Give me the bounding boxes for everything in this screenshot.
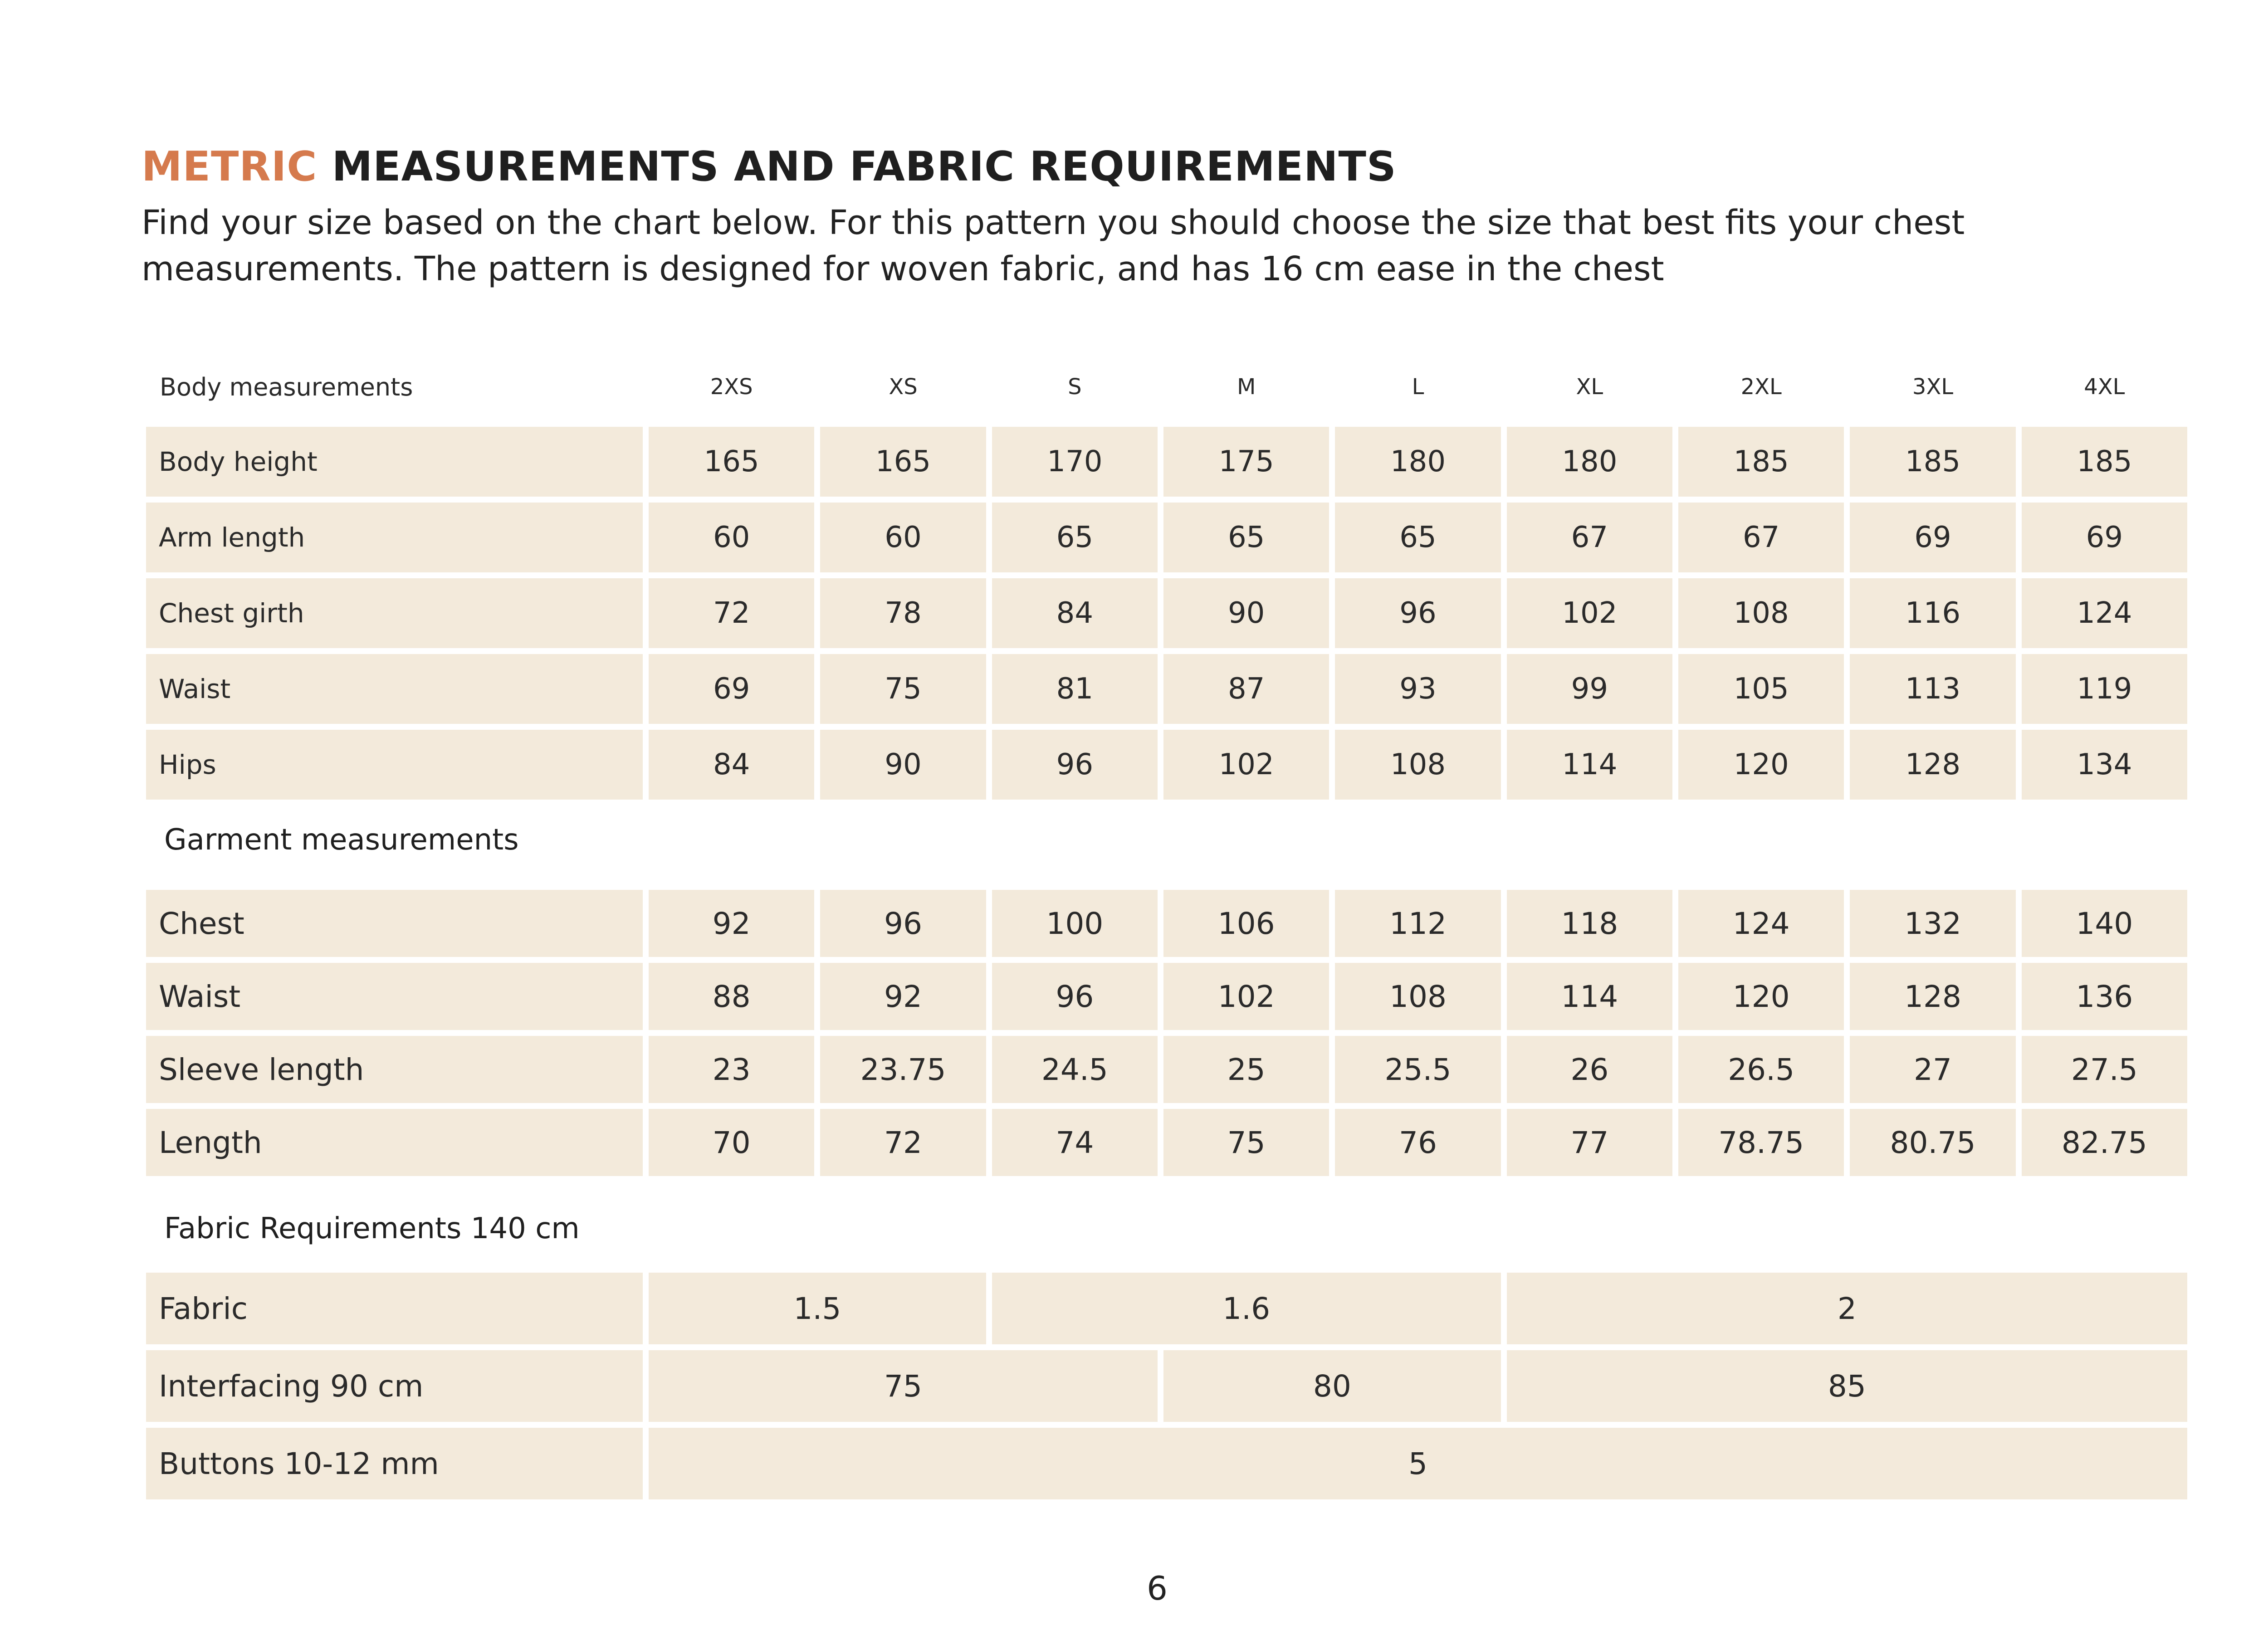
row-label: Fabric [146, 1273, 643, 1344]
table-cell: 165 [649, 427, 814, 497]
table-cell: 69 [1850, 503, 2015, 572]
table-cell: 90 [820, 730, 986, 800]
fabric-requirements-heading: Fabric Requirements 140 cm [164, 1212, 580, 1245]
table-cell: 65 [1335, 503, 1501, 572]
table-cell: 113 [1850, 654, 2015, 724]
size-header: XL [1576, 374, 1603, 400]
table-cell: 65 [992, 503, 1158, 572]
merged-cell: 5 [649, 1428, 2187, 1499]
table-cell: 120 [1678, 963, 1844, 1030]
row-label: Waist [146, 963, 643, 1030]
row-label: Length [146, 1109, 643, 1176]
page-number: 6 [1147, 1569, 1168, 1607]
table-cell: 116 [1850, 578, 2015, 648]
title-rest: MEASUREMENTS AND FABRIC REQUIREMENTS [317, 143, 1397, 190]
row-label: Interfacing 90 cm [146, 1350, 643, 1422]
body-measurements-table [146, 353, 2187, 800]
table-cell: 77 [1507, 1109, 1672, 1176]
table-cell: 60 [649, 503, 814, 572]
table-cell: 72 [820, 1109, 986, 1176]
table-cell: 82.75 [2022, 1109, 2187, 1176]
merged-cell: 1.5 [649, 1273, 986, 1344]
table-cell: 102 [1507, 578, 1672, 648]
table-cell: 136 [2022, 963, 2187, 1030]
table-cell: 105 [1678, 654, 1844, 724]
table-cell: 134 [2022, 730, 2187, 800]
table-cell: 60 [820, 503, 986, 572]
table-cell: 175 [1163, 427, 1329, 497]
size-header: M [1237, 374, 1256, 400]
size-header: S [1068, 374, 1082, 400]
table-cell: 84 [992, 578, 1158, 648]
table-cell: 170 [992, 427, 1158, 497]
fabric-requirements-table [146, 1273, 2187, 1499]
size-header: 2XL [1740, 374, 1782, 400]
row-label: Chest girth [146, 578, 643, 648]
table-cell: 118 [1507, 890, 1672, 957]
table-cell: 92 [649, 890, 814, 957]
table-cell: 124 [1678, 890, 1844, 957]
table-cell: 185 [1850, 427, 2015, 497]
table-cell: 99 [1507, 654, 1672, 724]
table-cell: 185 [2022, 427, 2187, 497]
merged-cell: 2 [1507, 1273, 2187, 1344]
size-header: 4XL [2084, 374, 2125, 400]
table-cell: 132 [1850, 890, 2015, 957]
title-accent: METRIC [142, 143, 318, 190]
row-label: Hips [146, 730, 643, 800]
table-cell: 23.75 [820, 1036, 986, 1103]
table-cell: 112 [1335, 890, 1501, 957]
row-label: Body height [146, 427, 643, 497]
table-cell: 124 [2022, 578, 2187, 648]
table-cell: 75 [820, 654, 986, 724]
table-cell: 185 [1678, 427, 1844, 497]
size-header: XS [889, 374, 918, 400]
row-label: Arm length [146, 503, 643, 572]
table-cell: 88 [649, 963, 814, 1030]
table-cell: 102 [1163, 963, 1329, 1030]
table-cell: 108 [1678, 578, 1844, 648]
table-cell: 84 [649, 730, 814, 800]
row-label: Chest [146, 890, 643, 957]
table-cell: 114 [1507, 963, 1672, 1030]
table-cell: 128 [1850, 963, 2015, 1030]
table-cell: 76 [1335, 1109, 1501, 1176]
table-cell: 75 [1163, 1109, 1329, 1176]
table-cell: 69 [2022, 503, 2187, 572]
table-cell: 69 [649, 654, 814, 724]
merged-cell: 1.6 [992, 1273, 1501, 1344]
table-cell: 26.5 [1678, 1036, 1844, 1103]
table-cell: 106 [1163, 890, 1329, 957]
table-cell: 96 [820, 890, 986, 957]
row-label: Buttons 10-12 mm [146, 1428, 643, 1499]
table-cell: 78.75 [1678, 1109, 1844, 1176]
table-cell: 100 [992, 890, 1158, 957]
table-cell: 108 [1335, 963, 1501, 1030]
page-title [142, 144, 1397, 189]
table-cell: 96 [992, 963, 1158, 1030]
table-cell: 25 [1163, 1036, 1329, 1103]
table-cell: 81 [992, 654, 1158, 724]
table-cell: 114 [1507, 730, 1672, 800]
table-cell: 25.5 [1335, 1036, 1501, 1103]
size-header: 3XL [1912, 374, 1954, 400]
table-cell: 87 [1163, 654, 1329, 724]
table-cell: 140 [2022, 890, 2187, 957]
table-cell: 67 [1507, 503, 1672, 572]
merged-cell: 85 [1507, 1350, 2187, 1422]
size-header: L [1412, 374, 1424, 400]
table-cell: 108 [1335, 730, 1501, 800]
table-cell: 96 [992, 730, 1158, 800]
row-label: Sleeve length [146, 1036, 643, 1103]
row-label: Waist [146, 654, 643, 724]
table-cell: 102 [1163, 730, 1329, 800]
table-cell: 65 [1163, 503, 1329, 572]
table-cell: 27 [1850, 1036, 2015, 1103]
table-cell: 74 [992, 1109, 1158, 1176]
table-cell: 96 [1335, 578, 1501, 648]
table-cell: 93 [1335, 654, 1501, 724]
intro-paragraph: Find your size based on the chart below. For this pattern you should choose the size that best fits your chest measurements. The pattern is designed for woven fabric, and has 16 cm ease in the chest [142, 203, 1965, 288]
table-cell: 67 [1678, 503, 1844, 572]
table-cell: 180 [1335, 427, 1501, 497]
table-cell: 26 [1507, 1036, 1672, 1103]
table-cell: 78 [820, 578, 986, 648]
table-cell: 23 [649, 1036, 814, 1103]
table-cell: 70 [649, 1109, 814, 1176]
merged-cell: 75 [649, 1350, 1158, 1422]
table-cell: 24.5 [992, 1036, 1158, 1103]
table-cell: 92 [820, 963, 986, 1030]
merged-cell: 80 [1163, 1350, 1501, 1422]
garment-measurements-heading: Garment measurements [164, 823, 519, 857]
table-cell: 128 [1850, 730, 2015, 800]
garment-measurements-table [146, 890, 2187, 1176]
body-measurements-header: Body measurements [160, 372, 413, 401]
table-cell: 120 [1678, 730, 1844, 800]
size-header: 2XS [710, 374, 753, 400]
table-cell: 72 [649, 578, 814, 648]
table-cell: 27.5 [2022, 1036, 2187, 1103]
table-cell: 180 [1507, 427, 1672, 497]
table-cell: 80.75 [1850, 1109, 2015, 1176]
table-cell: 119 [2022, 654, 2187, 724]
table-cell: 165 [820, 427, 986, 497]
table-cell: 90 [1163, 578, 1329, 648]
